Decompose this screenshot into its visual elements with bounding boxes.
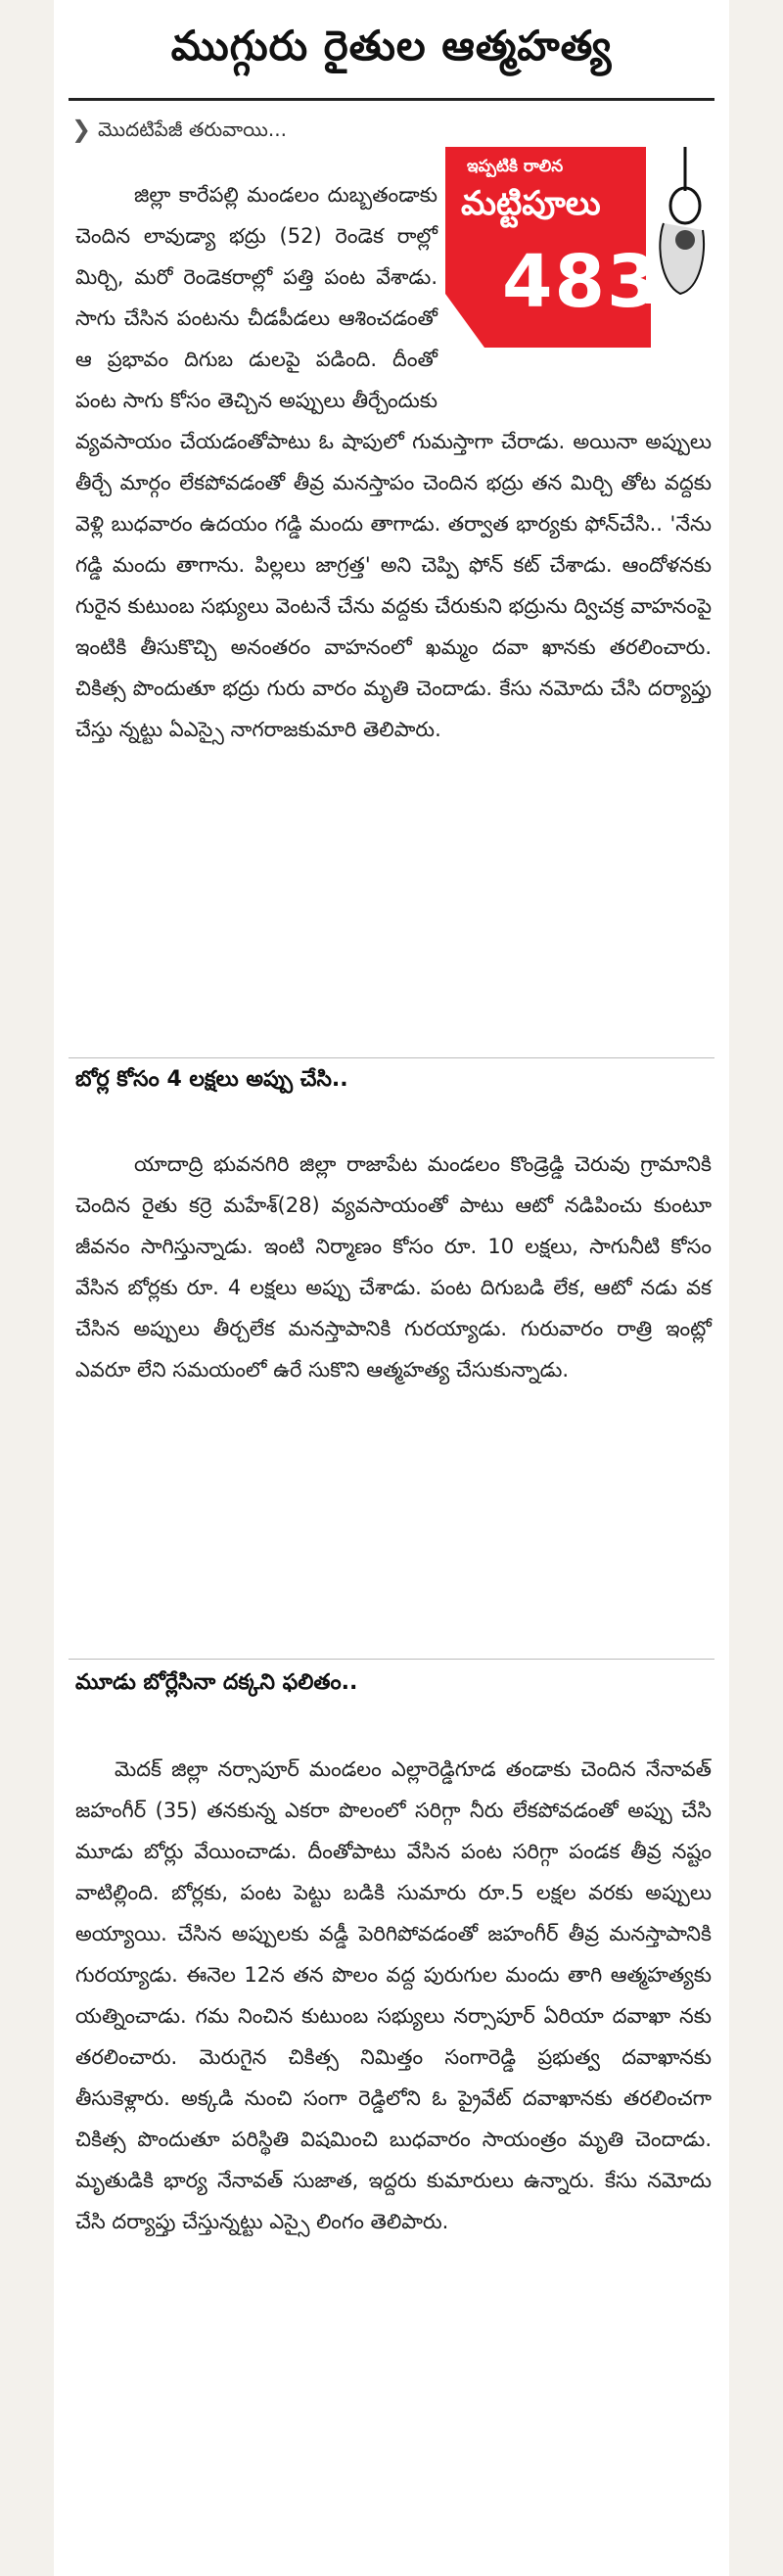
paragraph-1 [75,174,712,750]
headline-rule [69,98,714,101]
badge-count: 483 [502,240,660,324]
badge-wrap-spacer [438,174,712,401]
paragraph-1-text: జిల్లా కారేపల్లి మండలం దుబ్బతండాకు చెందిన లావుడ్యా భద్రు (52) రెండెక రాల్లో మిర్చి, మరో రెండెకరాల్లో పత్తి పంట వేశాడు. సాగు చేసిన పంటను చీడపీడలు ఆశించడంతో ఆ ప్రభావం దిగుబ డులపై పడింది. దీంతో పంట సాగు కోసం తెచ్చిన అప్పులు తీర్చేందుకు వ్యవసాయం చేయడంతోపాటు ఓ షాపులో గుమస్తాగా చేరాడు. అయినా అప్పులు తీర్చే మార్గం లేకపోవడంతో తీవ్ర మనస్తాపం చెందిన భద్రు తన మిర్చి తోట వద్దకు వెళ్లి బుధవారం ఉదయం గడ్డి మందు తాగాడు. తర్వాత భార్యకు ఫోన్‌చేసి.. 'నేను గడ్డి మందు తాగాను. పిల్లలు జాగ్రత్త' అని చెప్పి ఫోన్ కట్ చేశాడు. ఆందోళనకు గురైన కుటుంబ సభ్యులు వెంటనే చేను వద్దకు చేరుకుని భద్రును ద్విచక్ర వాహనంపై ఇంటికి తీసుకొచ్చి అనంతరం వాహనంలో ఖమ్మం దవా ఖానకు తరలించారు. చికిత్స పొందుతూ భద్రు గురు వారం మృతి చెందాడు. కేసు నమోదు చేసి దర్యాప్తు చేస్తు న్నట్టు ఏఎస్సై నాగరాజకుమారి తెలిపారు. [75,183,712,741]
section-divider [69,1659,714,1660]
news-clipping [54,0,729,2576]
subheading-1: బోర్ల కోసం 4 లక్షలు అప్పు చేసి.. [75,1067,348,1092]
badge-line-2: మట్టిపూలు [461,184,601,223]
section-divider [69,1057,714,1058]
paragraph-3: మెదక్ జిల్లా నర్సాపూర్ మండలం ఎల్లారెడ్డిగూడ తండాకు చెందిన నేనావత్ జహంగీర్ (35) తనకున్న ఎకరా పొలంలో సరిగ్గా నీరు లేకపోవడంతో అప్పు చేసి మూడు బోర్లు వేయించాడు. దీంతోపాటు వేసిన పంట సరిగ్గా పండక తీవ్ర నష్టం వాటిల్లింది. బోర్లకు, పంట పెట్టు బడికి సుమారు రూ.5 లక్షల వరకు అప్పులు అయ్యాయి. చేసిన అప్పులకు వడ్డీ పెరిగిపోవడంతో జహంగీర్ తీవ్ర మనస్తాపానికి గురయ్యాడు. ఈనెల 12న తన పొలం వద్ద పురుగుల మందు తాగి ఆత్మహత్యకు యత్నించాడు. గమ నించిన కుటుంబ సభ్యులు నర్సాపూర్ ఏరియా దవాఖా నకు తరలించారు. మెరుగైన చికిత్స నిమిత్తం సంగారెడ్డి ప్రభుత్వ దవాఖానకు తీసుకెళ్లారు. అక్కడి నుంచి సంగా రెడ్డిలోని ఓ ప్రైవేట్ దవాఖానకు తరలించగా చికిత్స పొందుతూ పరిస్థితి విషమించి బుధవారం సాయంత్రం మృతి చెందాడు. మృతుడికి భార్య నేనావత్ సుజాత, ఇద్దరు కుమారులు ఉన్నారు. కేసు నమోదు చేసి దర్యాప్తు చేస్తున్నట్టు ఎస్సై లింగం తెలిపారు. [75,1757,712,2233]
headline: ముగ్గురు రైతుల ఆత్మహత్య [170,22,613,70]
paragraph-2: యాదాద్రి భువనగిరి జిల్లా రాజాపేట మండలం కొండ్రెడ్డి చెరువు గ్రామానికి చెందిన రైతు కర్రె మహేశ్(28) వ్యవసాయంతో పాటు ఆటో నడిపించు కుంటూ జీవనం సాగిస్తున్నాడు. ఇంటి నిర్మాణం కోసం రూ. 10 లక్షలు, సాగునీటి కోసం వేసిన బోర్లకు రూ. 4 లక్షలు అప్పు చేశాడు. పంట దిగుబడి లేక, ఆటో నడు వక చేసిన అప్పులు తీర్చలేక మనస్తాపానికి గురయ్యాడు. గురువారం రాత్రి ఇంట్లో ఎవరూ లేని సమయంలో ఉరే సుకొని ఆత్మహత్య చేసుకున్నాడు. [75,1152,712,1382]
badge-line-1: ఇప్పటికి రాలిన [467,157,564,176]
continued-from-front-page: మొదటిపేజీ తరువాయి... [98,117,287,141]
chevron-right-icon: ❯ [71,116,92,143]
subheading-2: మూడు బోర్లేసినా దక్కని ఫలితం.. [75,1670,358,1695]
